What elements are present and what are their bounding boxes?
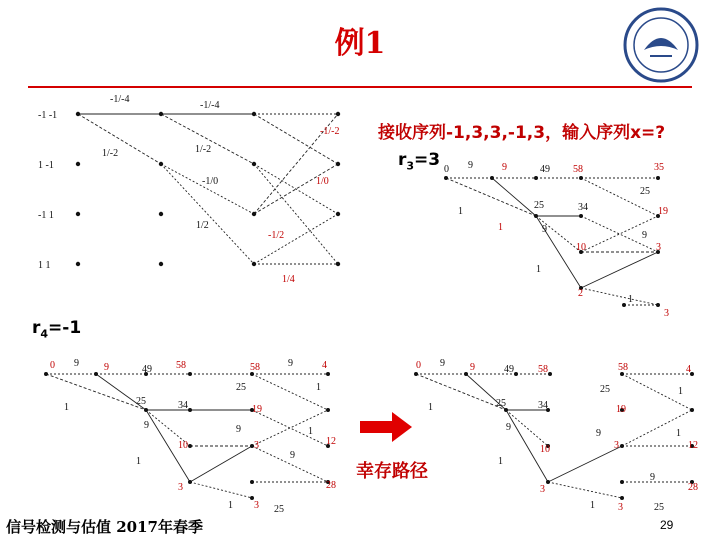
path-metric: 0 xyxy=(50,360,55,371)
path-metric: 1 xyxy=(676,428,681,439)
r4-trellis-panel xyxy=(40,358,340,518)
survivor-path-label: 幸存路径 xyxy=(356,461,428,482)
path-metric: 9 xyxy=(470,362,475,373)
branch-label: -1/0 xyxy=(202,176,219,187)
branch-label: -1/-2 xyxy=(320,126,340,137)
path-metric: 9 xyxy=(290,450,295,461)
path-metric: 25 xyxy=(274,504,284,515)
path-metric: 1 xyxy=(590,500,595,511)
path-metric: 1 xyxy=(228,500,233,511)
r3-trellis-panel xyxy=(436,160,686,320)
path-metric: 9 xyxy=(104,362,109,373)
path-metric: 35 xyxy=(654,162,664,173)
branch-label: 1/0 xyxy=(316,176,329,187)
r3-rest: =3 xyxy=(414,150,441,170)
path-metric: 58 xyxy=(176,360,186,371)
path-metric: 34 xyxy=(578,202,588,213)
path-metric: 3 xyxy=(540,484,545,495)
r4-label xyxy=(32,318,81,340)
path-metric: 34 xyxy=(538,400,548,411)
r3-sub: 3 xyxy=(406,159,415,173)
r4-sub: 4 xyxy=(40,327,49,341)
path-metric: 58 xyxy=(573,164,583,175)
state-label: 1 -1 xyxy=(38,160,54,171)
path-metric: 4 xyxy=(322,360,327,371)
path-metric: 1 xyxy=(308,426,313,437)
question-text: 接收序列-1,3,3,-1,3，输入序列x=? xyxy=(378,123,666,143)
path-metric: 9 xyxy=(440,358,445,369)
path-metric: 25 xyxy=(236,382,246,393)
path-metric: 9 xyxy=(506,422,511,433)
path-metric: 25 xyxy=(496,398,506,409)
path-metric: 28 xyxy=(688,482,698,493)
path-metric: 25 xyxy=(654,502,664,513)
path-metric: 3 xyxy=(618,502,623,513)
path-metric: 1 xyxy=(458,206,463,217)
r4-base: r xyxy=(32,318,41,338)
path-metric: 58 xyxy=(618,362,628,373)
path-metric: 49 xyxy=(504,364,514,375)
path-metric: 1 xyxy=(536,264,541,275)
path-metric: 3 xyxy=(254,500,259,511)
branch-label: 1/2 xyxy=(196,220,209,231)
path-metric: 12 xyxy=(688,440,698,451)
path-metric: 10 xyxy=(540,444,550,455)
path-metric: 9 xyxy=(236,424,241,435)
page-title: 例1 xyxy=(334,26,386,61)
r4-rest: =-1 xyxy=(48,318,82,338)
branch-label: -1/2 xyxy=(268,230,285,241)
path-metric: 9 xyxy=(74,358,79,369)
path-metric: 10 xyxy=(178,440,188,451)
path-metric: 9 xyxy=(542,224,547,235)
path-metric: 9 xyxy=(596,428,601,439)
path-metric: 1 xyxy=(64,402,69,413)
path-metric: 2 xyxy=(578,288,583,299)
branch-label: -1/-4 xyxy=(110,94,130,105)
path-metric: 9 xyxy=(642,230,647,241)
university-seal-icon xyxy=(622,6,700,84)
path-metric: 25 xyxy=(534,200,544,211)
path-metric: 9 xyxy=(144,420,149,431)
state-label: -1 -1 xyxy=(38,110,58,121)
branch-label: 1/4 xyxy=(282,274,295,285)
path-metric: 9 xyxy=(468,160,473,171)
path-metric: 25 xyxy=(600,384,610,395)
path-metric: 9 xyxy=(502,162,507,173)
path-metric: 3 xyxy=(254,440,259,451)
path-metric: 49 xyxy=(142,364,152,375)
path-metric: 0 xyxy=(444,164,449,175)
path-metric: 3 xyxy=(664,308,669,319)
path-metric: 9 xyxy=(288,358,293,369)
branch-label: 1/-2 xyxy=(102,148,119,159)
state-label: 1 1 xyxy=(38,260,51,271)
state-label: -1 1 xyxy=(38,210,54,221)
path-metric: 19 xyxy=(658,206,668,217)
path-metric: 4 xyxy=(686,364,691,375)
path-metric: 58 xyxy=(538,364,548,375)
trellis-diagram xyxy=(30,92,360,292)
survivor-trellis-panel xyxy=(410,358,710,518)
path-metric: 1 xyxy=(428,402,433,413)
path-metric: 12 xyxy=(326,436,336,447)
page-number: 29 xyxy=(660,518,674,532)
path-metric: 25 xyxy=(640,186,650,197)
path-metric: 49 xyxy=(540,164,550,175)
path-metric: 3 xyxy=(656,242,661,253)
r3-base: r xyxy=(398,150,407,170)
path-metric: 34 xyxy=(178,400,188,411)
title-divider xyxy=(28,86,692,88)
footer-course-label: 信号检测与估值 2017年春季 xyxy=(6,518,203,536)
path-metric: 58 xyxy=(250,362,260,373)
r3-label xyxy=(398,150,440,172)
path-metric: 0 xyxy=(416,360,421,371)
branch-label: 1/-2 xyxy=(195,144,212,155)
path-metric: 1 xyxy=(498,222,503,233)
path-metric: 1 xyxy=(136,456,141,467)
red-right-arrow-icon xyxy=(358,410,414,444)
path-metric: 3 xyxy=(614,440,619,451)
path-metric: 1 xyxy=(498,456,503,467)
path-metric: 25 xyxy=(136,396,146,407)
path-metric: 10 xyxy=(576,242,586,253)
path-metric: 19 xyxy=(616,404,626,415)
path-metric: 28 xyxy=(326,480,336,491)
path-metric: 1 xyxy=(316,382,321,393)
path-metric: 19 xyxy=(252,404,262,415)
path-metric: 1 xyxy=(678,386,683,397)
path-metric: 9 xyxy=(650,472,655,483)
branch-label: -1/-4 xyxy=(200,100,220,111)
path-metric: 3 xyxy=(178,482,183,493)
path-metric: 1 xyxy=(628,294,633,305)
